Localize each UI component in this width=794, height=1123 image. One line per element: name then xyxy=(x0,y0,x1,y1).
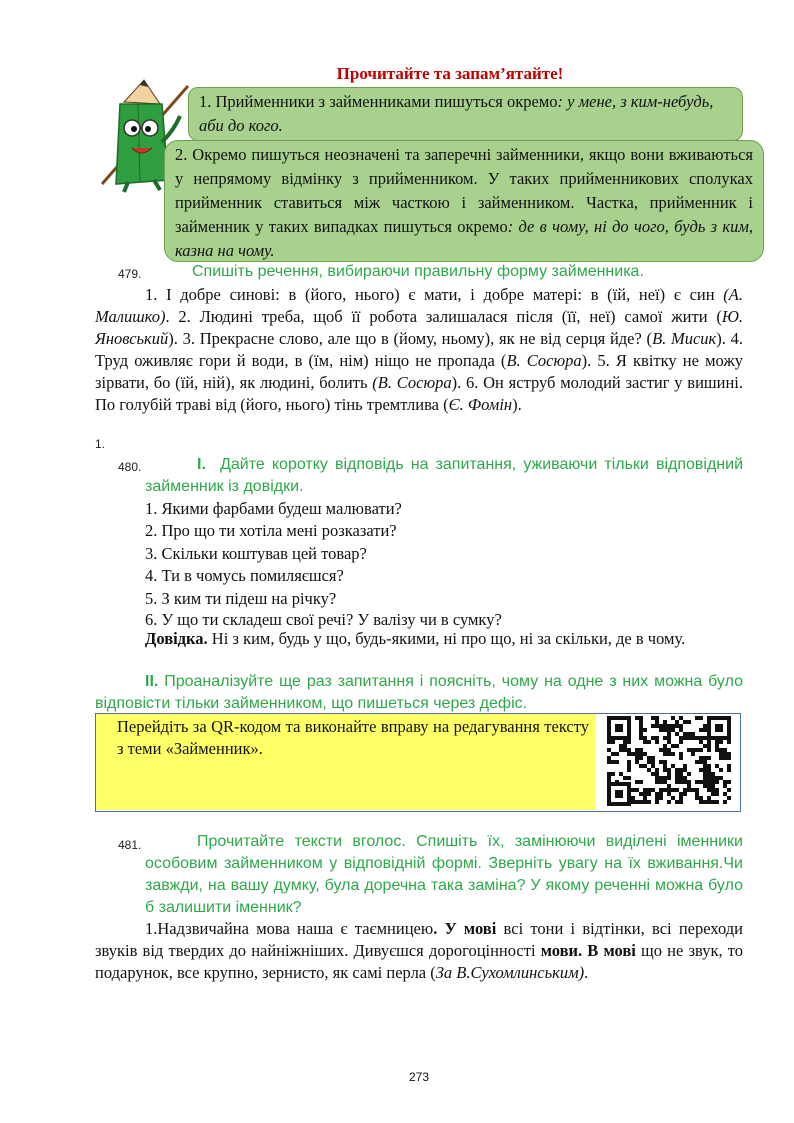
question-6: 6. У що ти складеш свої речі? У валізу чи в сумку? xyxy=(145,610,502,629)
qr-code-icon[interactable] xyxy=(607,716,731,806)
exercise-480-task-2: II. Проаналізуйте ще раз запитання і поясніть, чому на одне з них можна було відповісти тільки займенником, що пишеться через дефіс. xyxy=(95,673,743,712)
rule-2-text: 2. Окремо пишуться неозначені та заперечні займенники, якщо вони вживаються у непрямому відмінку з прийменником. У таких прийменникових сполуках прийменник ставиться між часткою і займенником. Частка, прийменник і займенник у таких випадках пишуться окремо xyxy=(175,145,753,236)
exercise-479-task: Спишіть речення, вибираючи правильну форму займенника. xyxy=(192,263,644,280)
rule-2 xyxy=(175,143,753,263)
exercise-479-number: 479. xyxy=(118,267,142,281)
question-5: 5. З ким ти підеш на річку? xyxy=(145,589,337,608)
rule-1-text: 1. Прийменники з займенниками пишуться окремо xyxy=(199,92,558,111)
exercise-480-number: 480. xyxy=(118,460,142,474)
exercise-481-number: 481. xyxy=(118,838,142,852)
rule-2-examples: : де в чому, ні до чого, будь з ким, казна на чому. xyxy=(175,217,753,260)
qr-instruction: Перейдіть за QR-кодом та виконайте вправу на редагування тексту з теми «Займенник». xyxy=(117,717,589,758)
question-4: 4. Ти в чомусь помиляєшся? xyxy=(145,566,344,585)
question-1: 1. Якими фарбами будеш малювати? xyxy=(145,499,402,518)
rule-box-2 xyxy=(164,140,764,262)
rule-title: Прочитайте та запам’ятайте! xyxy=(336,64,564,83)
rule-box-1 xyxy=(188,87,743,141)
rule-1-examples: : у мене, з ким-небудь, аби до кого. xyxy=(199,92,714,135)
question-3: 3. Скільки коштував цей товар? xyxy=(145,544,367,563)
exercise-480-task-1: I. Дайте коротку відповідь на запитання, уживаючи тільки відповідний займенник із довідки. xyxy=(145,456,743,495)
exercise-481-text: 1.Надзвичайна мова наша є таємницею. У мові всі тони і відтінки, всі переходи звуків від твердих до найніжніших. Дивуєшся дорогоцінності мови. В мові що не звук, то подарунок, все крупно, зернисто, як самі перла (За В.Сухомлинським). xyxy=(95,919,743,982)
rule-1 xyxy=(199,90,732,138)
page-number: 273 xyxy=(408,1070,430,1084)
exercise-480-hint: Довідка. Ні з ким, будь у що, будь-якими, ні про що, ні за скільки, де в чому. xyxy=(145,629,686,648)
stray-number: 1. xyxy=(95,437,106,451)
exercise-481-task: Прочитайте тексти вголос. Спишіть їх, замінюючи виділені іменники особовим займенником у відповідній формі. Зверніть увагу на їх вживання.Чи завжди, на вашу думку, була доречна така заміна? У якому реченні можна було б залишити іменник? xyxy=(145,833,743,916)
question-2: 2. Про що ти хотіла мені розказати? xyxy=(145,521,397,540)
exercise-479-text: 1. І добре синові: в (його, нього) є мати, і добре матері: в (їй, неї) є син (А. Малишко). 2. Людині треба, щоб її робота залишалася після (її, неї) самої жити (Ю. Яновський). 3. Прекрасне слово, але що в (йому, ньому), як не від серця йде? (В. Мисик). 4. Труд оживляє гори й води, в (їм, нім) ніщо не пропада (В. Сосюра). 5. Я квітку не можу зірвати, бо (їй, ній), як людині, болить (В. Сосюра). 6. Он яструб молодий застиг у вишині. По голубій траві від (його, нього) тінь тремтлива (Є. Фомін). xyxy=(95,285,744,414)
